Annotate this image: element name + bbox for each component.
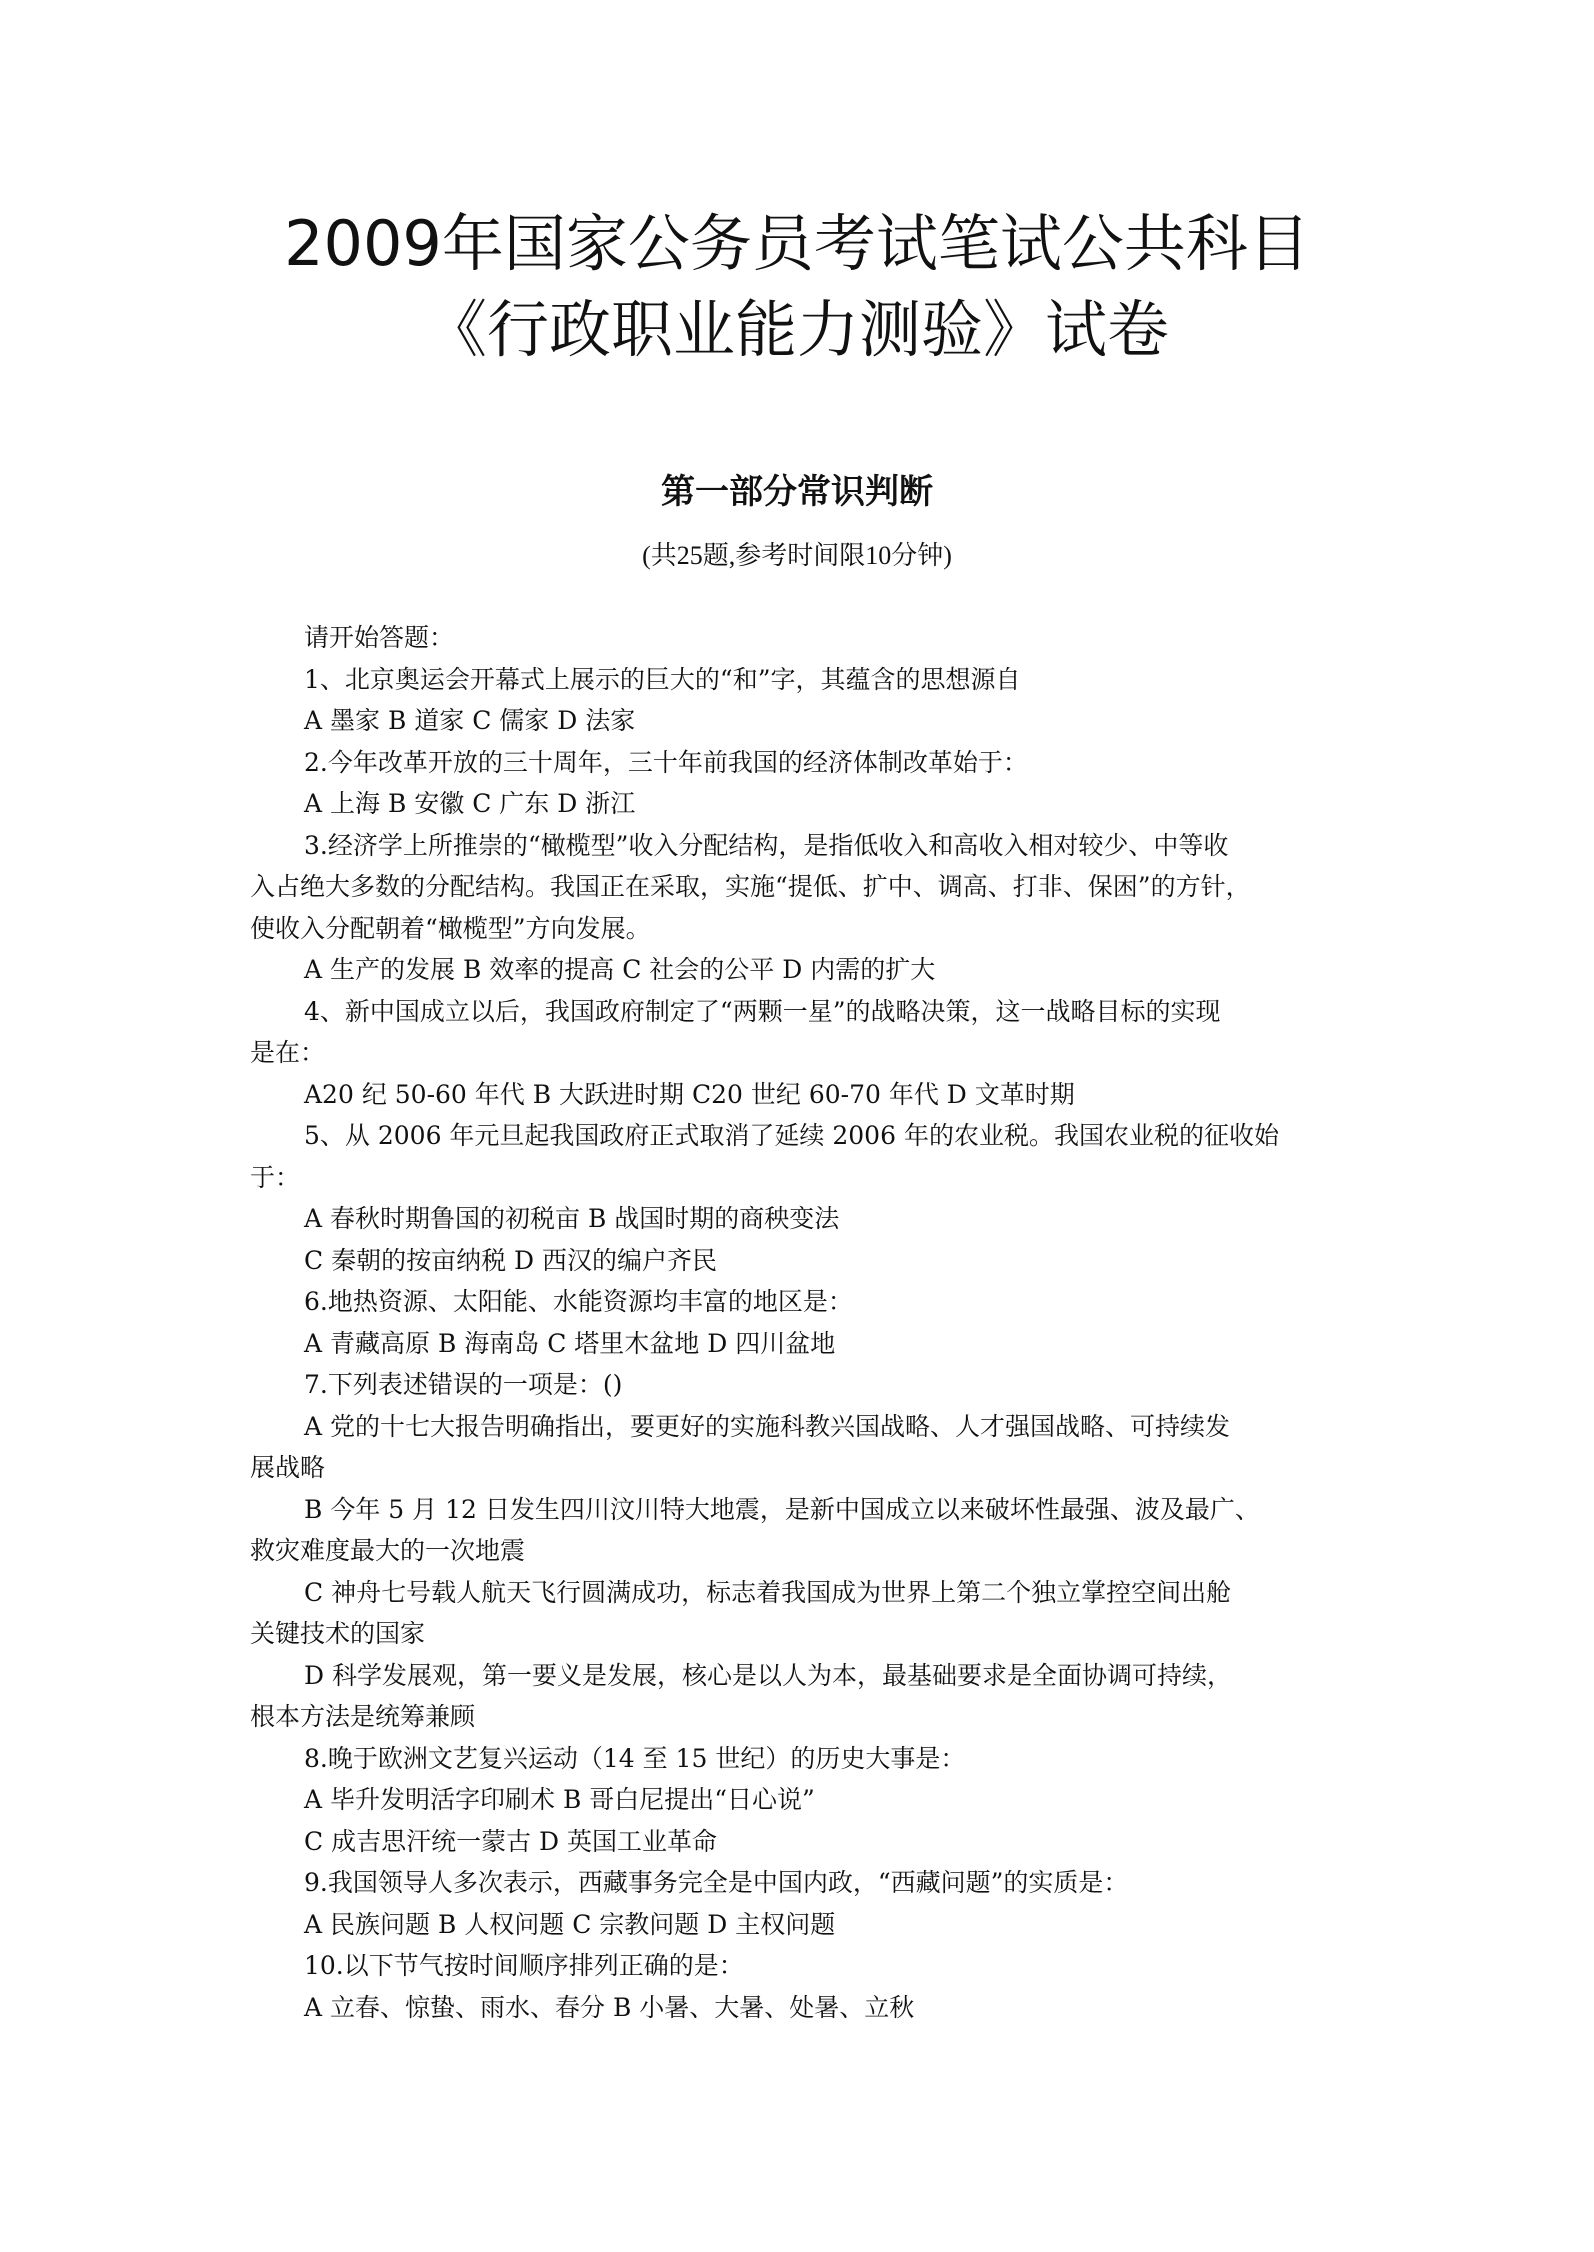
text-line: 于： (250, 1162, 301, 1192)
document-body (250, 617, 1360, 2028)
text-line: 8.晚于欧洲文艺复兴运动（14 至 15 世纪）的历史大事是： (304, 1743, 966, 1773)
text-line: 3.经济学上所推崇的“橄榄型”收入分配结构，是指低收入和高收入相对较少、中等收 (304, 830, 1229, 860)
text-line: C 秦朝的按亩纳税 D 西汉的编户齐民 (304, 1245, 718, 1275)
text-line: 6.地热资源、太阳能、水能资源均丰富的地区是： (304, 1287, 853, 1316)
text-line: 是在： (250, 1038, 326, 1067)
text-line: D 科学发展观，第一要义是发展，核心是以人为本，最基础要求是全面协调可持续， (304, 1660, 1232, 1690)
text-line: 展战略 (250, 1453, 326, 1482)
section-note: (共25题,参考时间限10分钟) (642, 541, 952, 570)
text-line: 关键技术的国家 (250, 1619, 426, 1648)
text-line: 7.下列表述错误的一项是：() (304, 1370, 623, 1399)
text-line: 入占绝大多数的分配结构。我国正在采取，实施“提低、扩中、调高、打非、保困”的方针， (250, 872, 1251, 901)
text-line: 5、从 2006 年元旦起我国政府正式取消了延续 2006 年的农业税。我国农业税的征收始 (304, 1121, 1279, 1150)
text-line: A 上海 B 安徽 C 广东 D 浙江 (304, 789, 636, 818)
text-line: 使收入分配朝着“橄榄型”方向发展。 (250, 913, 651, 943)
document-title-line2: 《行政职业能力测验》试卷 (424, 293, 1169, 366)
text-line: A 墨家 B 道家 C 儒家 D 法家 (304, 706, 636, 735)
text-line: 4、新中国成立以后，我国政府制定了“两颗一星”的战略决策，这一战略目标的实现 (304, 996, 1221, 1026)
text-line: A 民族问题 B 人权问题 C 宗教问题 D 主权问题 (304, 1909, 836, 1939)
text-line: A 立春、惊蛰、雨水、春分 B 小暑、大暑、处暑、立秋 (304, 1992, 915, 2022)
text-line: 1、北京奥运会开幕式上展示的巨大的“和”字，其蕴含的思想源自 (304, 664, 1021, 694)
text-line: A 春秋时期鲁国的初税亩 B 战国时期的商秧变法 (304, 1204, 840, 1233)
text-line: A 毕升发明活字印刷术 B 哥白尼提出“日心说” (304, 1785, 815, 1814)
section-title: 第一部分常识判断 (661, 472, 933, 512)
text-line: A 青藏高原 B 海南岛 C 塔里木盆地 D 四川盆地 (304, 1328, 836, 1358)
text-line: 9.我国领导人多次表示，西藏事务完全是中国内政，“西藏问题”的实质是： (304, 1868, 1129, 1897)
text-line: 根本方法是统筹兼顾 (250, 1702, 476, 1731)
text-line: A20 纪 50-60 年代 B 大跃进时期 C20 世纪 60-70 年代 D 文革时期 (304, 1079, 1075, 1109)
text-line: B 今年 5 月 12 日发生四川汶川特大地震，是新中国成立以来破坏性最强、波及最广、 (304, 1494, 1260, 1524)
document-title-line1: 2009年国家公务员考试笔试公共科目 (284, 207, 1310, 280)
text-line: A 党的十七大报告明确指出，要更好的实施科教兴国战略、人才强国战略、可持续发 (304, 1411, 1231, 1441)
text-line: A 生产的发展 B 效率的提高 C 社会的公平 D 内需的扩大 (304, 955, 936, 984)
text-line: 2.今年改革开放的三十周年，三十年前我国的经济体制改革始于： (304, 747, 1028, 777)
text-line: 请开始答题： (304, 623, 455, 652)
text-line: 救灾难度最大的一次地震 (250, 1536, 526, 1565)
text-line: 10.以下节气按时间顺序排列正确的是： (304, 1951, 744, 1980)
text-line: C 成吉思汗统一蒙古 D 英国工业革命 (304, 1826, 718, 1856)
text-line: C 神舟七号载人航天飞行圆满成功，标志着我国成为世界上第二个独立掌控空间出舱 (304, 1577, 1232, 1607)
